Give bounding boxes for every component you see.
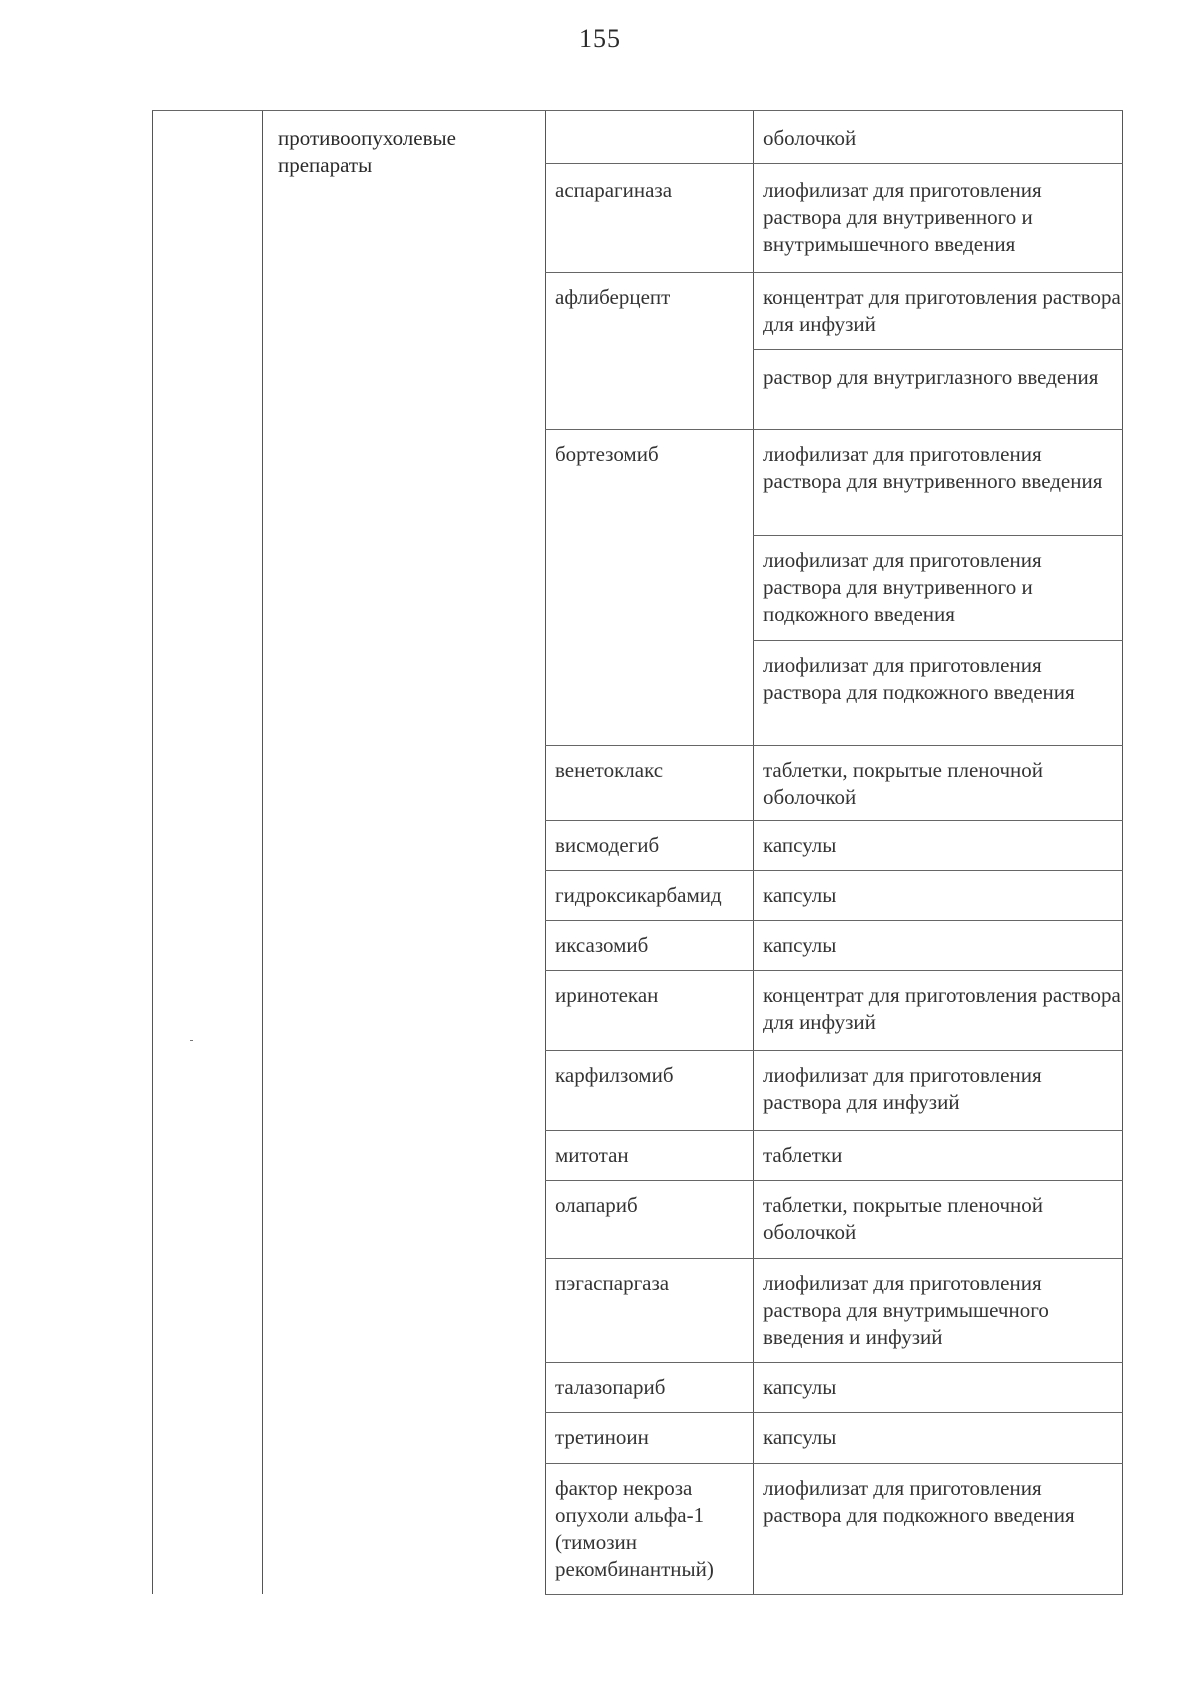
drug-name-cell: фактор некроза опухоли альфа-1 (тимозин рекомбинантный) xyxy=(555,1476,714,1581)
table-row-divider xyxy=(545,272,1123,273)
table-row-divider xyxy=(545,745,1123,746)
table-row-divider xyxy=(545,1050,1123,1051)
dosage-form-cell: таблетки xyxy=(763,1143,843,1167)
dosage-form-cell: капсулы xyxy=(763,883,837,907)
scan-artifact xyxy=(190,1040,193,1041)
dosage-form-cell: концентрат для приготовления раствора для инфузий xyxy=(763,983,1121,1034)
dosage-form-cell: таблетки, покрытые пленочной оболочкой xyxy=(763,758,1044,809)
table-row-divider xyxy=(545,1463,1123,1464)
table-row-divider xyxy=(753,349,1123,350)
dosage-form-cell: лиофилизат для приготовления раствора для внутривенного и внутримышечного введения xyxy=(763,178,1042,256)
dosage-form-cell: оболочкой xyxy=(763,126,857,150)
table-row-divider xyxy=(545,1258,1123,1259)
drug-name-cell: гидроксикарбамид xyxy=(555,883,722,907)
drug-name-cell: иксазомиб xyxy=(555,933,649,957)
drug-name-cell: висмодегиб xyxy=(555,833,660,857)
dosage-form-cell: лиофилизат для приготовления раствора для внутривенного и подкожного введения xyxy=(763,548,1042,626)
table-row-divider xyxy=(545,429,1123,430)
table-row-divider xyxy=(753,640,1123,641)
table-row-divider xyxy=(545,163,1123,164)
dosage-form-cell: лиофилизат для приготовления раствора для подкожного введения xyxy=(763,653,1075,704)
drug-name-cell: аспарагиназа xyxy=(555,178,673,202)
dosage-form-cell: лиофилизат для приготовления раствора для инфузий xyxy=(763,1063,1042,1114)
table-row-divider xyxy=(545,1130,1123,1131)
dosage-form-cell: капсулы xyxy=(763,933,837,957)
drug-name-cell: третиноин xyxy=(555,1425,649,1449)
table-column-divider-1 xyxy=(262,110,263,1594)
dosage-form-cell: капсулы xyxy=(763,833,837,857)
drug-name-cell: пэгаспаргаза xyxy=(555,1271,670,1295)
drug-name-cell: талазопариб xyxy=(555,1375,666,1399)
table-border-left xyxy=(152,110,153,1594)
table-row-divider xyxy=(545,1362,1123,1363)
table-row-divider xyxy=(545,1412,1123,1413)
table-column-divider-2 xyxy=(545,110,546,1594)
dosage-form-cell: лиофилизат для приготовления раствора для внутривенного введения xyxy=(763,442,1103,493)
drug-name-cell: афлиберцепт xyxy=(555,285,671,309)
table-row-divider xyxy=(545,970,1123,971)
drug-name-cell: иринотекан xyxy=(555,983,659,1007)
table-row-divider xyxy=(545,1594,1123,1595)
table-row-divider xyxy=(545,870,1123,871)
category-cell: противоопухолевые препараты xyxy=(278,126,456,177)
dosage-form-cell: капсулы xyxy=(763,1375,837,1399)
page-number: 155 xyxy=(579,24,621,53)
drug-name-cell: олапариб xyxy=(555,1193,638,1217)
table-top-border xyxy=(152,110,1123,111)
dosage-form-cell: лиофилизат для приготовления раствора для подкожного введения xyxy=(763,1476,1075,1527)
drug-name-cell: венетоклакс xyxy=(555,758,664,782)
drug-name-cell: бортезомиб xyxy=(555,442,659,466)
table-row-divider xyxy=(545,1180,1123,1181)
table-row-divider xyxy=(545,820,1123,821)
table-row-divider xyxy=(753,535,1123,536)
dosage-form-cell: раствор для внутриглазного введения xyxy=(763,365,1099,389)
dosage-form-cell: концентрат для приготовления раствора для инфузий xyxy=(763,285,1121,336)
dosage-form-cell: лиофилизат для приготовления раствора для внутримышечного введения и инфузий xyxy=(763,1271,1049,1349)
dosage-form-cell: капсулы xyxy=(763,1425,837,1449)
drug-name-cell: карфилзомиб xyxy=(555,1063,674,1087)
dosage-form-cell: таблетки, покрытые пленочной оболочкой xyxy=(763,1193,1044,1244)
drug-name-cell: митотан xyxy=(555,1143,629,1167)
table-row-divider xyxy=(545,920,1123,921)
